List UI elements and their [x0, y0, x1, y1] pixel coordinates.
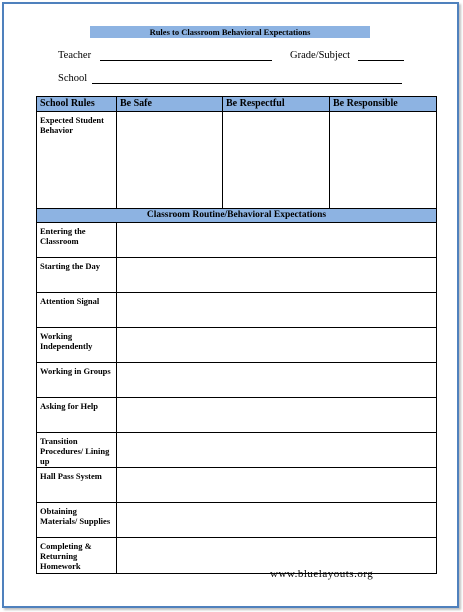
routine-label: Attention Signal — [37, 293, 117, 328]
grade-subject-label: Grade/Subject — [290, 50, 351, 61]
grade-subject-field[interactable] — [358, 60, 404, 61]
routine-label: Completing & Returning Homework — [37, 538, 117, 574]
be-respectful-cell[interactable] — [223, 112, 330, 209]
footer-website: www.bluelayouts.org — [270, 568, 374, 580]
routine-label: Starting the Day — [37, 258, 117, 293]
table-row — [37, 328, 437, 363]
routine-cell[interactable] — [117, 503, 437, 538]
teacher-field[interactable] — [100, 60, 272, 61]
table-row — [37, 398, 437, 433]
section-title: Classroom Routine/Behavioral Expectations — [37, 209, 437, 223]
header-be-safe: Be Safe — [117, 97, 223, 112]
routine-cell[interactable] — [117, 293, 437, 328]
table-row — [37, 293, 437, 328]
routine-label: Entering the Classroom — [37, 223, 117, 258]
expected-behavior-row — [37, 112, 437, 209]
header-row — [37, 97, 437, 112]
be-responsible-cell[interactable] — [330, 112, 437, 209]
table-row — [37, 468, 437, 503]
routine-label: Working in Groups — [37, 363, 117, 398]
section-header-row — [37, 209, 437, 223]
routine-cell[interactable] — [117, 363, 437, 398]
table-row — [37, 223, 437, 258]
routine-label: Obtaining Materials/ Supplies — [37, 503, 117, 538]
routine-label: Hall Pass System — [37, 468, 117, 503]
routine-label: Asking for Help — [37, 398, 117, 433]
teacher-label: Teacher — [58, 50, 92, 61]
be-safe-cell[interactable] — [117, 112, 223, 209]
table-row — [37, 538, 437, 574]
expected-behavior-label: Expected Student Behavior — [37, 112, 117, 209]
routine-cell[interactable] — [117, 328, 437, 363]
routine-cell[interactable] — [117, 433, 437, 468]
routine-cell[interactable] — [117, 258, 437, 293]
school-label: School — [58, 73, 88, 84]
table-row — [37, 258, 437, 293]
routine-label: Transition Procedures/ Lining up — [37, 433, 117, 468]
header-be-respectful: Be Respectful — [223, 97, 330, 112]
table-row — [37, 503, 437, 538]
document-title: Rules to Classroom Behavioral Expectations — [90, 26, 370, 38]
routine-cell[interactable] — [117, 223, 437, 258]
routine-cell[interactable] — [117, 468, 437, 503]
header-be-responsible: Be Responsible — [330, 97, 437, 112]
school-field[interactable] — [92, 83, 402, 84]
table-row — [37, 433, 437, 468]
expectations-table — [36, 96, 437, 574]
routine-cell[interactable] — [117, 398, 437, 433]
routine-label: Working Independently — [37, 328, 117, 363]
table-row — [37, 363, 437, 398]
header-school-rules: School Rules — [37, 97, 117, 112]
